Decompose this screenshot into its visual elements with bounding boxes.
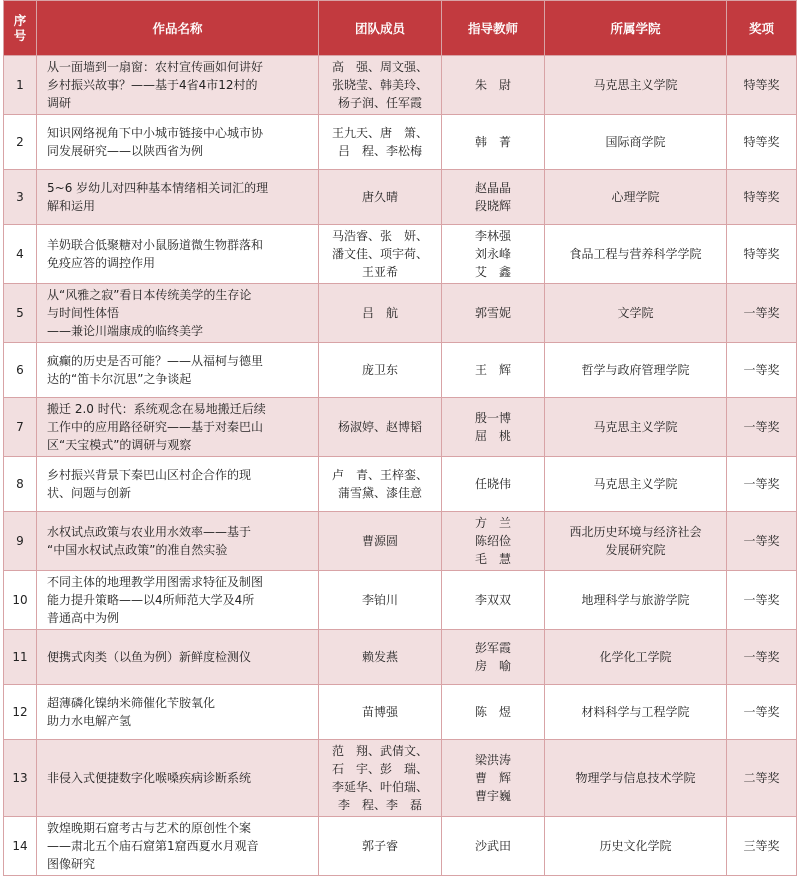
cell-award: 一等奖 (727, 685, 797, 740)
cell-index: 6 (4, 343, 37, 398)
cell-team: 苗博强 (319, 685, 442, 740)
cell-advisor: 朱 尉 (442, 56, 545, 115)
awards-table (3, 0, 797, 876)
header-index: 序 号 (4, 1, 37, 56)
cell-award: 特等奖 (727, 56, 797, 115)
table-row (4, 115, 797, 170)
cell-college: 马克思主义学院 (545, 457, 727, 512)
cell-advisor: 彭军霞 房 喻 (442, 630, 545, 685)
cell-index: 8 (4, 457, 37, 512)
cell-college: 心理学院 (545, 170, 727, 225)
cell-advisor: 王 辉 (442, 343, 545, 398)
cell-award: 一等奖 (727, 571, 797, 630)
cell-team: 曹源圆 (319, 512, 442, 571)
cell-college: 食品工程与营养科学学院 (545, 225, 727, 284)
cell-title: 敦煌晚期石窟考古与艺术的原创性个案 ——肃北五个庙石窟第1窟西夏水月观音 图像研究 (37, 817, 319, 876)
cell-advisor: 李双双 (442, 571, 545, 630)
cell-team: 赖发燕 (319, 630, 442, 685)
cell-award: 特等奖 (727, 225, 797, 284)
cell-award: 三等奖 (727, 817, 797, 876)
cell-title: 便携式肉类（以鱼为例）新鲜度检测仪 (37, 630, 319, 685)
cell-advisor: 殷一博 屈 桃 (442, 398, 545, 457)
cell-advisor: 赵晶晶 段晓辉 (442, 170, 545, 225)
cell-team: 唐久晴 (319, 170, 442, 225)
cell-title: 5~6 岁幼儿对四种基本情绪相关词汇的理 解和运用 (37, 170, 319, 225)
cell-title: 不同主体的地理教学用图需求特征及制图 能力提升策略——以4所师范大学及4所 普通高中为例 (37, 571, 319, 630)
table-row (4, 343, 797, 398)
cell-award: 一等奖 (727, 512, 797, 571)
cell-award: 特等奖 (727, 170, 797, 225)
cell-college: 文学院 (545, 284, 727, 343)
table-row (4, 571, 797, 630)
cell-index: 3 (4, 170, 37, 225)
cell-award: 一等奖 (727, 343, 797, 398)
cell-college: 西北历史环境与经济社会 发展研究院 (545, 512, 727, 571)
cell-award: 特等奖 (727, 115, 797, 170)
cell-index: 10 (4, 571, 37, 630)
table-row (4, 457, 797, 512)
header-team: 团队成员 (319, 1, 442, 56)
cell-award: 一等奖 (727, 457, 797, 512)
cell-team: 马浩睿、张 妍、 潘文佳、项宇荷、 王亚希 (319, 225, 442, 284)
cell-advisor: 方 兰 陈绍俭 毛 慧 (442, 512, 545, 571)
table-row (4, 284, 797, 343)
cell-title: 水权试点政策与农业用水效率——基于 “中国水权试点政策”的准自然实验 (37, 512, 319, 571)
table-row (4, 740, 797, 817)
header-title: 作品名称 (37, 1, 319, 56)
cell-title: 乡村振兴背景下秦巴山区村企合作的现 状、问题与创新 (37, 457, 319, 512)
table-row (4, 398, 797, 457)
cell-title: 搬迁 2.0 时代：系统观念在易地搬迁后续 工作中的应用路径研究——基于对秦巴山 区“天宝模式”的调研与观察 (37, 398, 319, 457)
cell-college: 马克思主义学院 (545, 56, 727, 115)
header-college: 所属学院 (545, 1, 727, 56)
table-body (4, 56, 797, 876)
cell-index: 7 (4, 398, 37, 457)
header-advisor: 指导教师 (442, 1, 545, 56)
cell-index: 11 (4, 630, 37, 685)
cell-college: 材料科学与工程学院 (545, 685, 727, 740)
cell-index: 1 (4, 56, 37, 115)
cell-team: 高 强、周文强、 张晓莹、韩美玲、 杨子润、任军霞 (319, 56, 442, 115)
cell-advisor: 李林强 刘永峰 艾 鑫 (442, 225, 545, 284)
cell-team: 杨淑婷、赵博韬 (319, 398, 442, 457)
cell-college: 历史文化学院 (545, 817, 727, 876)
table-row (4, 170, 797, 225)
cell-title: 知识网络视角下中小城市链接中心城市协 同发展研究——以陕西省为例 (37, 115, 319, 170)
cell-index: 4 (4, 225, 37, 284)
cell-team: 吕 航 (319, 284, 442, 343)
table-row (4, 630, 797, 685)
cell-advisor: 郭雪妮 (442, 284, 545, 343)
cell-advisor: 沙武田 (442, 817, 545, 876)
table-row (4, 56, 797, 115)
cell-index: 13 (4, 740, 37, 817)
cell-college: 化学化工学院 (545, 630, 727, 685)
cell-team: 范 翔、武倩文、 石 宇、彭 瑞、 李延华、叶伯瑞、 李 程、李 磊 (319, 740, 442, 817)
cell-index: 9 (4, 512, 37, 571)
cell-title: 从“风雅之寂”看日本传统美学的生存论 与时间性体悟 ——兼论川端康成的临终美学 (37, 284, 319, 343)
header-row (4, 1, 797, 56)
cell-advisor: 梁洪涛 曹 辉 曹宇巍 (442, 740, 545, 817)
cell-advisor: 韩 菁 (442, 115, 545, 170)
cell-team: 卢 青、王梓銮、 蒲雪黛、漆佳意 (319, 457, 442, 512)
cell-advisor: 任晓伟 (442, 457, 545, 512)
cell-award: 一等奖 (727, 284, 797, 343)
cell-index: 5 (4, 284, 37, 343)
cell-title: 非侵入式便捷数字化喉嗓疾病诊断系统 (37, 740, 319, 817)
table-row (4, 685, 797, 740)
cell-college: 地理科学与旅游学院 (545, 571, 727, 630)
cell-index: 14 (4, 817, 37, 876)
cell-title: 从一面墙到一扇窗：农村宣传画如何讲好 乡村振兴故事？——基于4省4市12村的 调研 (37, 56, 319, 115)
table-row (4, 817, 797, 876)
cell-college: 物理学与信息技术学院 (545, 740, 727, 817)
cell-title: 疯癫的历史是否可能？——从福柯与德里 达的“笛卡尔沉思”之争谈起 (37, 343, 319, 398)
cell-college: 哲学与政府管理学院 (545, 343, 727, 398)
cell-college: 马克思主义学院 (545, 398, 727, 457)
cell-team: 郭子睿 (319, 817, 442, 876)
table-header (4, 1, 797, 56)
cell-team: 庞卫东 (319, 343, 442, 398)
cell-team: 李铂川 (319, 571, 442, 630)
cell-title: 超薄磷化镍纳米筛催化苄胺氧化 助力水电解产氢 (37, 685, 319, 740)
cell-index: 12 (4, 685, 37, 740)
table-row (4, 225, 797, 284)
table-row (4, 512, 797, 571)
cell-index: 2 (4, 115, 37, 170)
header-award: 奖项 (727, 1, 797, 56)
cell-title: 羊奶联合低聚糖对小鼠肠道微生物群落和 免疫应答的调控作用 (37, 225, 319, 284)
cell-award: 一等奖 (727, 398, 797, 457)
cell-college: 国际商学院 (545, 115, 727, 170)
cell-advisor: 陈 煜 (442, 685, 545, 740)
cell-award: 二等奖 (727, 740, 797, 817)
cell-team: 王九天、唐 箫、 吕 程、李松梅 (319, 115, 442, 170)
cell-award: 一等奖 (727, 630, 797, 685)
